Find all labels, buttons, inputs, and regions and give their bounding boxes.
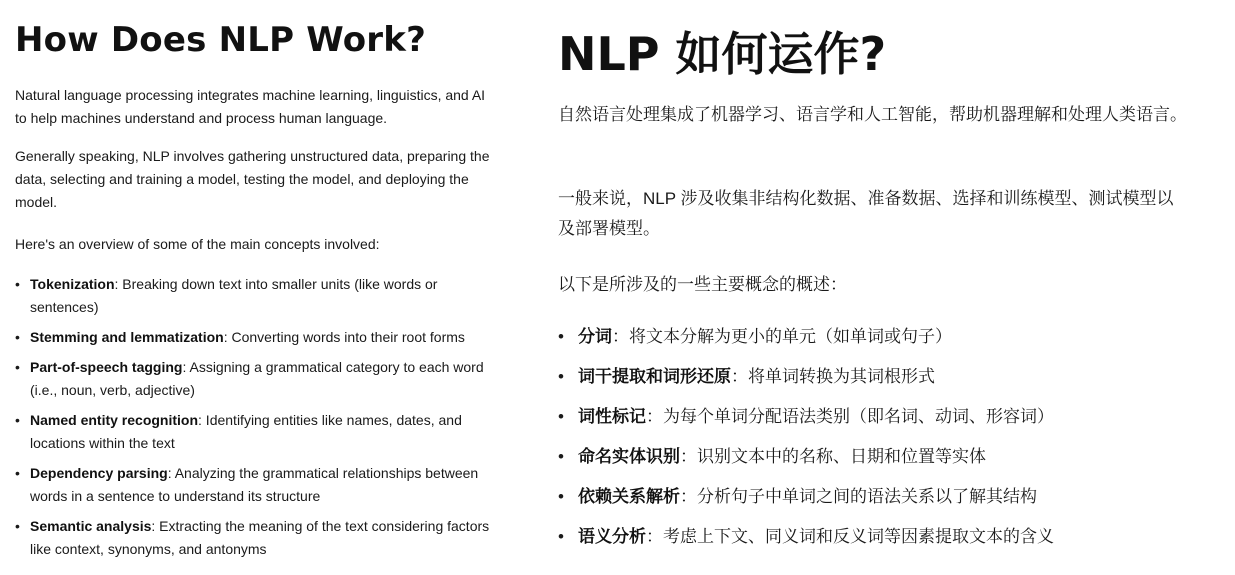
chinese-paragraph-3: 以下是所涉及的一些主要概念的概述： bbox=[558, 275, 847, 294]
bullet-icon: • bbox=[558, 327, 564, 346]
list-item bbox=[558, 402, 1188, 432]
term-description: ：考虑上下文、同义词和反义词等因素提取文本的含义 bbox=[646, 527, 1054, 546]
list-item bbox=[15, 515, 500, 561]
term-stemming: Stemming and lemmatization bbox=[30, 329, 224, 345]
list-item bbox=[558, 362, 1188, 392]
term-description: ：将单词转换为其词根形式 bbox=[731, 367, 935, 386]
bullet-icon: • bbox=[15, 412, 20, 428]
list-item bbox=[558, 482, 1188, 512]
english-paragraph-1: Natural language processing integrates machine learning, linguistics, and AI to help machines understand and process human language. bbox=[15, 87, 486, 126]
list-item bbox=[15, 462, 500, 508]
bullet-icon: • bbox=[15, 276, 20, 292]
chinese-title: NLP 如何运作? bbox=[558, 27, 887, 81]
english-paragraph-3: Here's an overview of some of the main concepts involved: bbox=[15, 236, 380, 252]
english-title: How Does NLP Work? bbox=[15, 20, 427, 60]
chinese-paragraph-1: 自然语言处理集成了机器学习、语言学和人工智能，帮助机器理解和处理人类语言。 bbox=[558, 105, 1187, 124]
bullet-icon: • bbox=[15, 465, 20, 481]
bullet-icon: • bbox=[15, 518, 20, 534]
term-semantic-analysis: Semantic analysis bbox=[30, 518, 152, 534]
term-stemming-zh: 词干提取和词形还原 bbox=[578, 367, 731, 386]
english-paragraph-2: Generally speaking, NLP involves gathering unstructured data, preparing the data, selecting and training a model, testing the model, and deploying the model. bbox=[15, 148, 490, 210]
bullet-icon: • bbox=[558, 447, 564, 466]
term-ner-zh: 命名实体识别 bbox=[578, 447, 680, 466]
list-item bbox=[558, 322, 1188, 352]
term-semantic-analysis-zh: 语义分析 bbox=[578, 527, 646, 546]
term-tokenization-zh: 分词 bbox=[578, 327, 612, 346]
english-concept-list bbox=[15, 273, 500, 568]
term-dependency-parsing: Dependency parsing bbox=[30, 465, 168, 481]
term-pos-tagging-zh: 词性标记 bbox=[578, 407, 646, 426]
list-item bbox=[15, 273, 500, 319]
bullet-icon: • bbox=[558, 407, 564, 426]
term-description: : Extracting the meaning of the text considering factors like context, synonyms, and antonyms bbox=[30, 518, 490, 557]
list-item bbox=[15, 409, 500, 455]
term-description: ：为每个单词分配语法类别（即名词、动词、形容词） bbox=[646, 407, 1054, 426]
term-description: ：识别文本中的名称、日期和位置等实体 bbox=[680, 447, 986, 466]
list-item bbox=[15, 326, 500, 349]
term-description: : Converting words into their root forms bbox=[223, 329, 465, 345]
bullet-icon: • bbox=[558, 527, 564, 546]
bullet-icon: • bbox=[15, 359, 20, 375]
chinese-concept-list bbox=[558, 322, 1188, 562]
term-ner: Named entity recognition bbox=[30, 412, 199, 428]
list-item bbox=[15, 356, 500, 402]
list-item bbox=[558, 522, 1188, 552]
term-description: : Analyzing the grammatical relationships between words in a sentence to understand its structure bbox=[30, 465, 479, 504]
term-description: ：分析句子中单词之间的语法关系以了解其结构 bbox=[680, 487, 1037, 506]
term-description: : Identifying entities like names, dates, and locations within the text bbox=[30, 412, 462, 451]
bullet-icon: • bbox=[558, 487, 564, 506]
bullet-icon: • bbox=[15, 329, 20, 345]
bullet-icon: • bbox=[558, 367, 564, 386]
term-pos-tagging: Part-of-speech tagging bbox=[30, 359, 183, 375]
term-description: : Breaking down text into smaller units (like words or sentences) bbox=[30, 276, 438, 315]
term-dependency-parsing-zh: 依赖关系解析 bbox=[578, 487, 680, 506]
term-tokenization: Tokenization bbox=[30, 276, 115, 292]
term-description: : Assigning a grammatical category to each word (i.e., noun, verb, adjective) bbox=[30, 359, 484, 398]
chinese-paragraph-2: 一般来说，NLP 涉及收集非结构化数据、准备数据、选择和训练模型、测试模型以及部署模型。 bbox=[558, 189, 1174, 238]
term-description: ：将文本分解为更小的单元（如单词或句子） bbox=[612, 327, 952, 346]
list-item bbox=[558, 442, 1188, 472]
